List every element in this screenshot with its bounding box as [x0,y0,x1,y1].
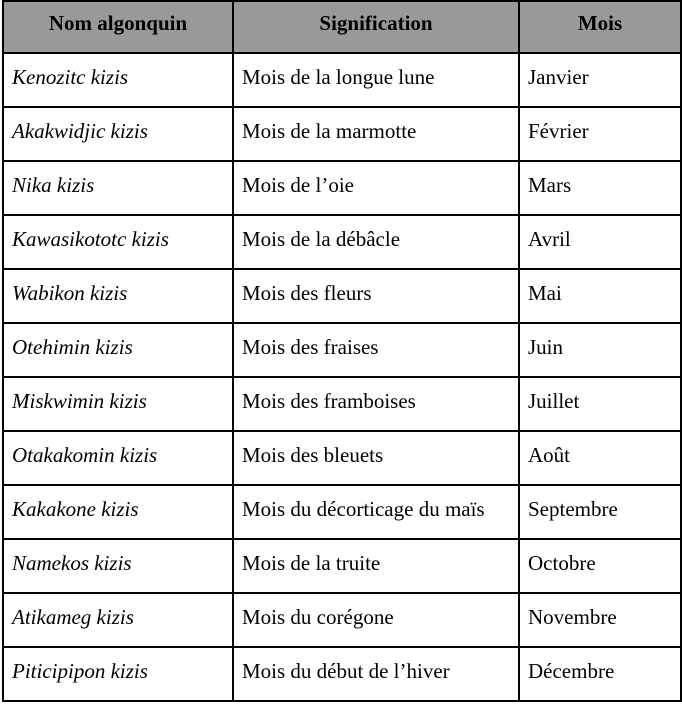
header-meaning: Signification [233,1,519,53]
algonquin-name-cell: Otakakomin kizis [3,431,233,485]
meaning-cell: Mois du décorticage du maïs [233,485,519,539]
month-cell: Mars [519,161,681,215]
table-row [3,269,681,323]
month-cell: Janvier [519,53,681,107]
algonquin-name-cell: Kawasikototc kizis [3,215,233,269]
meaning-cell: Mois de la débâcle [233,215,519,269]
table-body [3,53,681,701]
table-row [3,107,681,161]
month-cell: Juillet [519,377,681,431]
month-cell: Février [519,107,681,161]
table-row [3,647,681,701]
algonquin-name-cell: Nika kizis [3,161,233,215]
month-cell: Octobre [519,539,681,593]
meaning-cell: Mois du corégone [233,593,519,647]
month-cell: Septembre [519,485,681,539]
algonquin-months-table [2,0,682,702]
table-row [3,161,681,215]
table-header [3,1,681,53]
algonquin-name-cell: Namekos kizis [3,539,233,593]
header-algonquin-name: Nom algonquin [3,1,233,53]
table-row [3,53,681,107]
header-row [3,1,681,53]
table-row [3,485,681,539]
meaning-cell: Mois de la longue lune [233,53,519,107]
table-row [3,377,681,431]
meaning-cell: Mois du début de l’hiver [233,647,519,701]
algonquin-name-cell: Otehimin kizis [3,323,233,377]
algonquin-name-cell: Kakakone kizis [3,485,233,539]
month-cell: Avril [519,215,681,269]
algonquin-name-cell: Piticipipon kizis [3,647,233,701]
month-cell: Août [519,431,681,485]
meaning-cell: Mois de la marmotte [233,107,519,161]
table-row [3,323,681,377]
algonquin-name-cell: Kenozitc kizis [3,53,233,107]
algonquin-name-cell: Atikameg kizis [3,593,233,647]
table-row [3,593,681,647]
algonquin-name-cell: Miskwimin kizis [3,377,233,431]
month-cell: Juin [519,323,681,377]
meaning-cell: Mois de la truite [233,539,519,593]
table-row [3,215,681,269]
table-row [3,431,681,485]
algonquin-name-cell: Akakwidjic kizis [3,107,233,161]
meaning-cell: Mois de l’oie [233,161,519,215]
month-cell: Décembre [519,647,681,701]
meaning-cell: Mois des bleuets [233,431,519,485]
meaning-cell: Mois des fraises [233,323,519,377]
header-month: Mois [519,1,681,53]
table-row [3,539,681,593]
month-cell: Mai [519,269,681,323]
meaning-cell: Mois des framboises [233,377,519,431]
meaning-cell: Mois des fleurs [233,269,519,323]
month-cell: Novembre [519,593,681,647]
algonquin-name-cell: Wabikon kizis [3,269,233,323]
